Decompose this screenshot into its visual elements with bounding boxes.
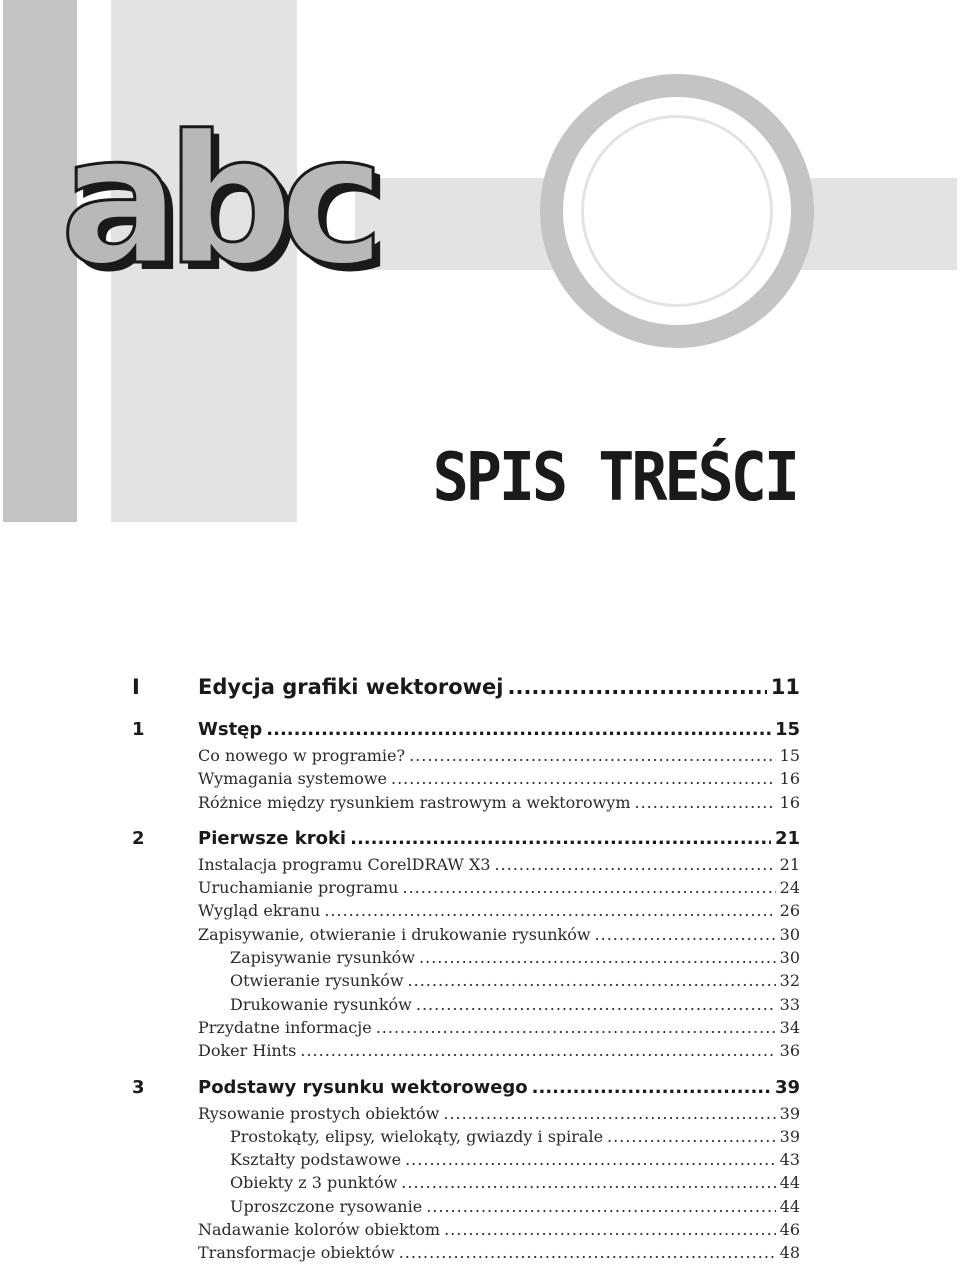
section-title: Przydatne informacje (198, 1017, 372, 1037)
table-of-contents (132, 675, 800, 1267)
toc-section[interactable] (132, 1127, 800, 1150)
toc-section[interactable] (132, 948, 800, 971)
dot-leader (419, 948, 776, 967)
chapter-page: 15 (774, 719, 800, 740)
section-title: Rysowanie prostych obiektów (198, 1103, 440, 1123)
dot-leader (266, 719, 771, 740)
dot-leader (508, 675, 767, 699)
section-page: 32 (779, 971, 800, 991)
chapter-number: 2 (132, 827, 145, 849)
section-page: 43 (779, 1150, 800, 1170)
chapter-page: 39 (774, 1076, 800, 1098)
section-title: Różnice między rysunkiem rastrowym a wektorowym (198, 792, 631, 812)
toc-section[interactable] (132, 793, 800, 816)
toc-chapter-2[interactable] (132, 828, 800, 854)
toc-section[interactable] (132, 878, 800, 901)
toc-section[interactable] (132, 1150, 800, 1173)
section-title: Otwieranie rysunków (230, 971, 404, 991)
section-page: 39 (779, 1126, 800, 1146)
toc-section[interactable] (132, 1243, 800, 1266)
section-title: Doker Hints (198, 1041, 297, 1061)
section-title: Nadawanie kolorów obiektom (198, 1220, 441, 1240)
section-page: 46 (779, 1220, 800, 1240)
chapter-title: Podstawy rysunku wektorowego (198, 1076, 528, 1098)
section-page: 16 (779, 792, 800, 812)
section-page: 39 (779, 1103, 800, 1123)
dot-leader (607, 1127, 776, 1146)
section-title: Wymagania systemowe (198, 769, 387, 789)
section-page: 30 (779, 948, 800, 968)
dot-leader (634, 793, 775, 812)
section-page: 48 (779, 1243, 800, 1263)
page-title: SPIS TREŚCI (432, 438, 797, 517)
section-page: 24 (779, 878, 800, 898)
dot-leader (405, 1150, 776, 1169)
toc-chapter-3[interactable] (132, 1077, 800, 1103)
dot-leader (402, 878, 775, 897)
section-title: Zapisywanie rysunków (230, 948, 416, 968)
toc-section[interactable] (132, 1041, 800, 1064)
section-page: 21 (779, 854, 800, 874)
dot-leader (426, 1197, 775, 1216)
dot-leader (495, 855, 776, 874)
section-page: 26 (779, 901, 800, 921)
section-page: 36 (779, 1041, 800, 1061)
section-title: Obiekty z 3 punktów (230, 1173, 398, 1193)
toc-chapters (132, 719, 800, 1267)
abc-logo: abc (60, 97, 372, 304)
toc-section[interactable] (132, 746, 800, 769)
section-title: Uproszczone rysowanie (230, 1196, 423, 1216)
dot-leader (408, 971, 776, 990)
dot-leader (409, 746, 776, 765)
toc-section[interactable] (132, 925, 800, 948)
section-page: 44 (779, 1173, 800, 1193)
dot-leader (443, 1104, 775, 1123)
dot-leader (391, 769, 776, 788)
dot-leader (416, 995, 776, 1014)
dot-leader (399, 1243, 776, 1262)
toc-section[interactable] (132, 855, 800, 878)
toc-section[interactable] (132, 995, 800, 1018)
section-page: 44 (779, 1196, 800, 1216)
section-page: 34 (779, 1017, 800, 1037)
section-title: Co nowego w programie? (198, 746, 406, 765)
chapter-title: Wstęp (198, 719, 263, 740)
decorative-ring (540, 74, 814, 348)
dot-leader (401, 1173, 775, 1192)
toc-section[interactable] (132, 1104, 800, 1127)
chapter-page: 21 (774, 827, 800, 849)
part-page: 11 (770, 675, 800, 699)
section-title: Transformacje obiektów (198, 1243, 395, 1263)
dot-leader (532, 1077, 771, 1098)
section-page: 33 (779, 994, 800, 1014)
dot-leader (595, 925, 776, 944)
dot-leader (350, 828, 771, 849)
section-page: 30 (779, 924, 800, 944)
section-title: Drukowanie rysunków (230, 994, 412, 1014)
section-title: Uruchamianie programu (198, 878, 399, 898)
chapter-number: 3 (132, 1076, 145, 1098)
section-title: Wygląd ekranu (198, 901, 321, 921)
chapter-title: Pierwsze kroki (198, 827, 347, 849)
section-title: Zapisywanie, otwieranie i drukowanie rysunków (198, 924, 591, 944)
section-title: Prostokąty, elipsy, wielokąty, gwiazdy i spirale (230, 1126, 604, 1146)
toc-section[interactable] (132, 769, 800, 792)
section-title: Instalacja programu CorelDRAW X3 (198, 854, 491, 874)
chapter-number: 1 (132, 719, 145, 740)
dot-leader (300, 1041, 775, 1060)
dot-leader (444, 1220, 776, 1239)
section-page: 15 (779, 746, 800, 765)
toc-section[interactable] (132, 901, 800, 924)
toc-section[interactable] (132, 971, 800, 994)
toc-chapter-1[interactable] (132, 719, 800, 745)
toc-section[interactable] (132, 1173, 800, 1196)
dot-leader (324, 901, 775, 920)
toc-section[interactable] (132, 1197, 800, 1220)
section-page: 16 (779, 769, 800, 789)
section-title: Kształty podstawowe (230, 1150, 402, 1170)
decorative-ring-inner (581, 115, 773, 307)
toc-part[interactable] (132, 675, 800, 705)
part-title: Edycja grafiki wektorowej (198, 675, 504, 699)
dot-leader (376, 1018, 776, 1037)
toc-section[interactable] (132, 1018, 800, 1041)
toc-section[interactable] (132, 1220, 800, 1243)
part-number: I (132, 675, 140, 699)
